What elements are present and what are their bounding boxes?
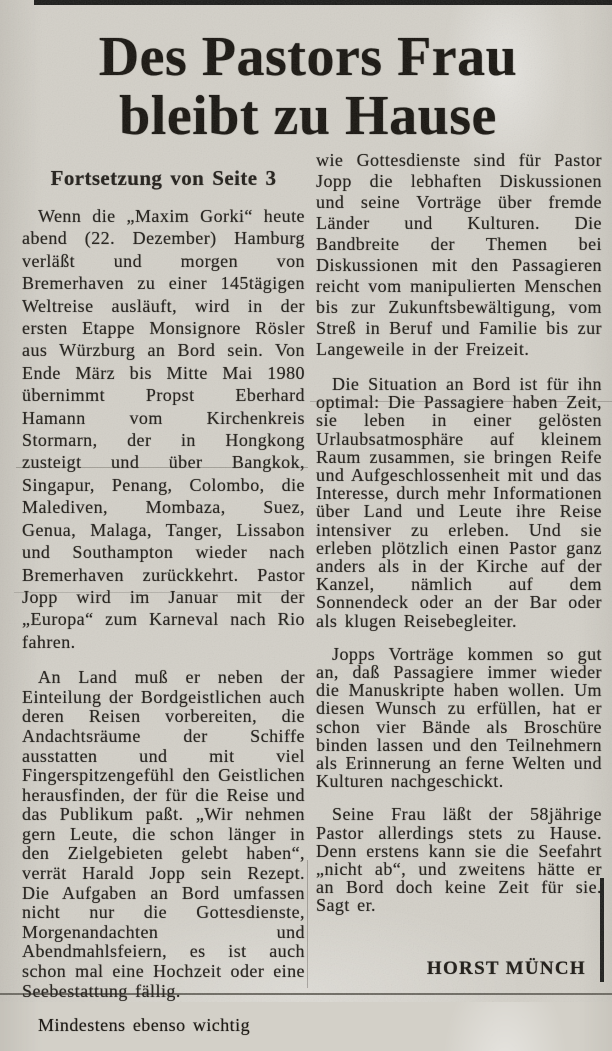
headline-line-2: bleibt zu Hause (119, 85, 497, 147)
article-paragraph: Seine Frau läßt der 58jährige Pastor allerdings stets zu Hause. Denn erstens kann sie die Seefahrt „nicht ab“, und zweitens hätte er an Bord doch keine Zeit für sie. Sagt er. (316, 804, 602, 916)
article-paragraph: Wenn die „Maxim Gorki“ heute abend (22. Dezember) Hamburg verläßt und morgen von Bremerhaven zu einer 145tägigen Weltreise ausläuft, wird in der ersten Etappe Monsignore Rösler aus Würzburg an Bord sein. Von Ende März bis Mitte Mai 1980 übernimmt Propst Eberhard Hamann vom Kirchenkreis Stormarn, der in Hongkong zusteigt und über Bangkok, Singapur, Penang, Colombo, die Malediven, Mombaza, Suez, Genua, Malaga, Tanger, Lissabon und Southampton wieder nach Bremerhaven zurückkehrt. Pastor Jopp wird im Januar mit der „Europa“ zum Karneval nach Rio fahren. (22, 206, 305, 652)
headline (10, 28, 606, 146)
byline: HORST MÜNCH (426, 958, 586, 979)
article-column-right (316, 150, 602, 930)
headline-line-1: Des Pastors Frau (98, 26, 518, 88)
article-paragraph: wie Gottesdienste sind für Pastor Jopp die lebhaften Diskussionen und seine Vorträge über fremde Länder und Kulturen. Die Bandbreite der Themen bei Diskussionen mit den Passagieren reicht vom manipulierten Menschen bis zur Zukunftsbewältigung, vom Streß in Beruf und Familie bis zur Langeweile in der Freizeit. (316, 150, 602, 359)
article-paragraph: Die Situation an Bord ist für ihn optimal: Die Passagiere haben Zeit, sie leben in einer gelösten Urlaubsatmosphäre auf kleinem Raum zusammen, sie bringen Reife und Aufgeschlossenheit mit und das Interesse, durch mehr Informationen über Land und Leute ihre Reise intensiver zu erleben. Und sie erleben plötzlich einen Pastor ganz anders als in der Kirche auf der Kanzel, nämlich auf dem Sonnendeck oder an der Bar oder als klugen Reisebegleiter. (316, 374, 602, 631)
article-paragraph: Mindestens ebenso wichtig (38, 1015, 251, 1036)
right-column-paragraphs (316, 150, 602, 915)
article-paragraph: An Land muß er neben der Einteilung der Bordgeistlichen auch deren Reisen vorbereiten, die Andachtsräume der Schiffe ausstatten und mit viel Fingerspitzengefühl den Geistlichen herausfinden, der für die Reise und das Publikum paßt. „Wir nehmen gern Leute, die schon länger in den Zielgebieten gelebt haben“, verrät Harald Jopp sein Rezept. Die Aufgaben an Bord umfassen nicht nur die Gottesdienste, Morgenandachten und Abendmahlsfeiern, es ist auch schon mal eine Hochzeit oder eine Seebestattung fällig. (22, 667, 305, 1001)
article-column-left (22, 166, 305, 1051)
left-column-paragraphs (22, 205, 305, 1036)
article-paragraph: Jopps Vorträge kommen so gut an, daß Passagiere immer wieder die Manuskripte haben wollen. Um diesen Wunsch zu erfüllen, hat er schon vier Bände als Broschüre binden lassen und den Teilnehmern als Erinnerung an ferne Welten und Kulturen nachgeschickt. (316, 643, 602, 792)
continuation-notice: Fortsetzung von Seite 3 (50, 166, 277, 190)
top-edge-rule (34, 0, 612, 5)
column-gutter-mark (307, 860, 308, 988)
